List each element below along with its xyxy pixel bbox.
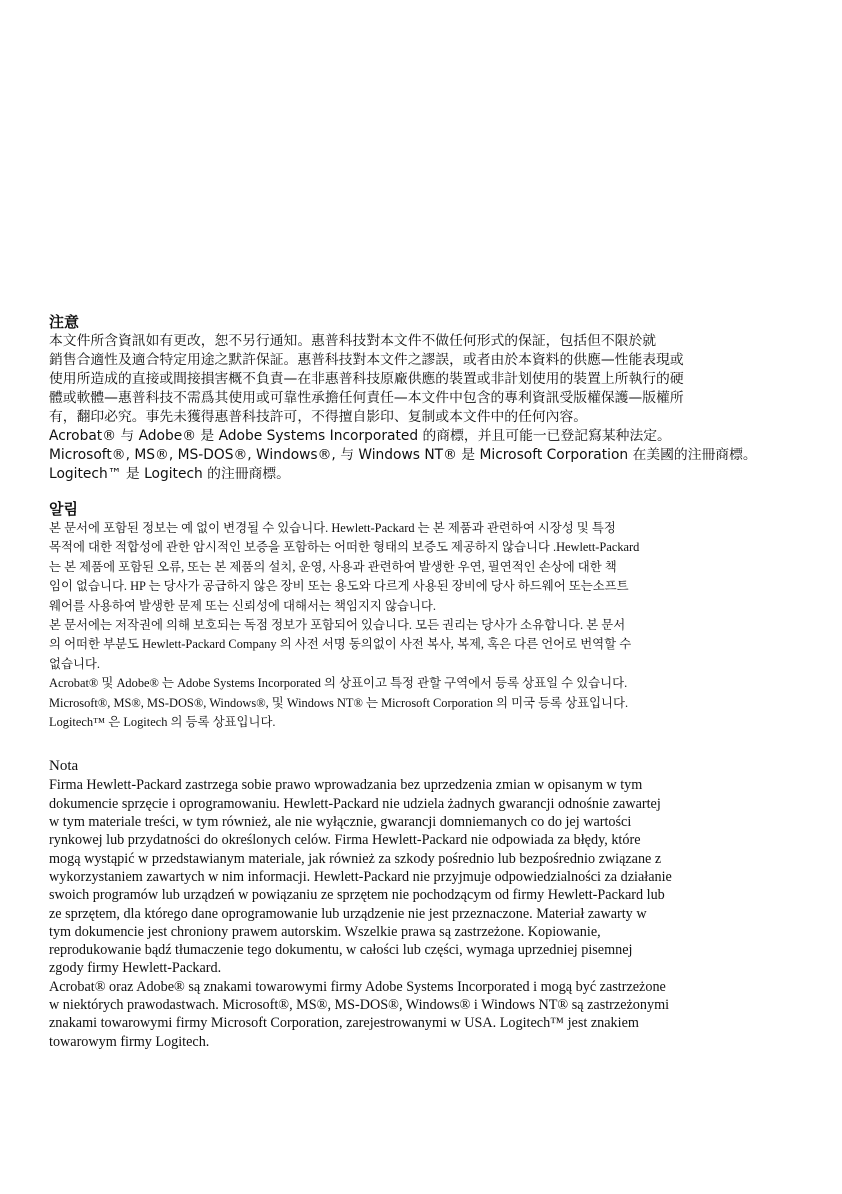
trademark-paragraph: Acrobat® oraz Adobe® są znakami towarowymi firmy Adobe Systems Incorporated i mogą być zastrzeżone w niektórych prawodastwach. Microsoft®, MS®, MS-DOS®, Windows® i Windows NT® są zastrzeżonymi znakami towarowymi firmy Microsoft Corporation, zarejestrowanymi w USA. Logitech™ jest znakiem towarowym firmy Logitech. xyxy=(49,978,670,1050)
notice-paragraph: 本文件所含資訊如有更改，恕不另行通知。惠普科技對本文件不做任何形式的保証，包括但不限於就 銷售合適性及適合特定用途之默許保証。惠普科技對本文件之謬誤，或者由於本資料的供應—性能表現或 使用所造成的直接或間接損害概不負責—在非惠普科技原廠供應的裝置或非計划使用的裝置上所執行的硬 體或軟體—惠普科技不需爲其使用或可靠性承擔任何責任—本文件中包含的專利資訊受版權保護—版權所 有，翻印必究。事先未獲得惠普科技許可，不得擅自影印、复制或本文件中的任何內容。 xyxy=(49,333,684,425)
notice-heading-chinese: 注意 xyxy=(49,313,80,331)
notice-polish xyxy=(49,757,785,1050)
trademark-paragraph: Acrobat® 및 Adobe® 는 Adobe Systems Incorporated 의 상표이고 특정 관할 구역에서 등록 상표일 수 있습니다. Microsoft®, MS®, MS-DOS®, Windows®, 및 Windows NT® 는 Microsoft Corporation 의 미국 등록 상표입니다. Logitech™ 은 Logitech 의 등록 상표입니다. xyxy=(49,676,629,730)
notice-heading-korean: 알림 xyxy=(49,500,78,518)
notice-paragraph: 본 문서에 포함된 정보는 예 없이 변경될 수 있습니다. Hewlett-Packard 는 본 제품과 관련하여 시장성 및 특정 목적에 대한 적합성에 관한 암시적인 보증을 포함하는 어떠한 형태의 보증도 제공하지 않습니다 .Hewlett-Packard 는 본 제품에 포함된 오류, 또는 본 제품의 설치, 운영, 사용과 관련하여 발생한 우연, 필연적인 손상에 대한 책 임이 없습니다. HP 는 당사가 공급하지 않은 장비 또는 용도와 다르게 사용된 장비에 당사 하드웨어 또는소프트 웨어를 사용하여 발생한 문제 또는 신뢰성에 대해서는 책임지지 않습니다. xyxy=(49,521,640,613)
notice-heading-polish: Nota xyxy=(49,758,79,775)
notice-chinese xyxy=(49,313,785,484)
notice-korean xyxy=(49,500,785,732)
trademark-paragraph: Acrobat® 与 Adobe® 是 Adobe Systems Incorporated 的商標，并且可能一已登記寫某种法定。 Microsoft®, MS®, MS-DOS®, Windows®, 与 Windows NT® 是 Microsoft Corporation 在美國的注冊商標。 Logitech™ 是 Logitech 的注冊商標。 xyxy=(49,428,757,482)
notice-paragraph: Firma Hewlett-Packard zastrzega sobie prawo wprowadzania bez uprzedzenia zmian w opisanym w tym dokumencie sprzęcie i oprogramowaniu. Hewlett-Packard nie udziela żadnych gwarancji odnośnie zawartej w tym materiale treści, w tym również, ale nie wyłącznie, gwarancji domniemanych co do jej wartości rynkowej lub przydatności do określonych celów. Firma Hewlett-Packard nie odpowiada za błędy, które mogą wystąpić w przedstawianym materiale, jak również za szkody pośrednio lub bezpośrednio związane z wykorzystaniem zawartych w nim informacji. Hewlett-Packard nie przyjmuje odpowiedzialności za działanie swoich programów lub urządzeń w powiązaniu ze sprzętem nie pochodzącym od firmy Hewlett-Packard lub ze sprzętem, dla którego dane oprogramowanie lub urządzenie nie jest przeznaczone. Materiał zawarty w tym dokumencie jest chroniony prawem autorskim. Wszelkie prawa są zastrzeżone. Kopiowanie, reprodukowanie bądź tłumaczenie tego dokumentu, w całości lub części, wymaga uprzedniej pisemnej zgody firmy Hewlett-Packard. xyxy=(49,777,672,977)
document-page xyxy=(49,313,785,1051)
copyright-paragraph: 본 문서에는 저작권에 의해 보호되는 독점 정보가 포함되어 있습니다. 모든 권리는 당사가 소유합니다. 본 문서 의 어떠한 부분도 Hewlett-Packard Company 의 사전 서명 동의없이 사전 복사, 복제, 혹은 다른 언어로 번역할 수 없습니다. xyxy=(49,618,632,671)
